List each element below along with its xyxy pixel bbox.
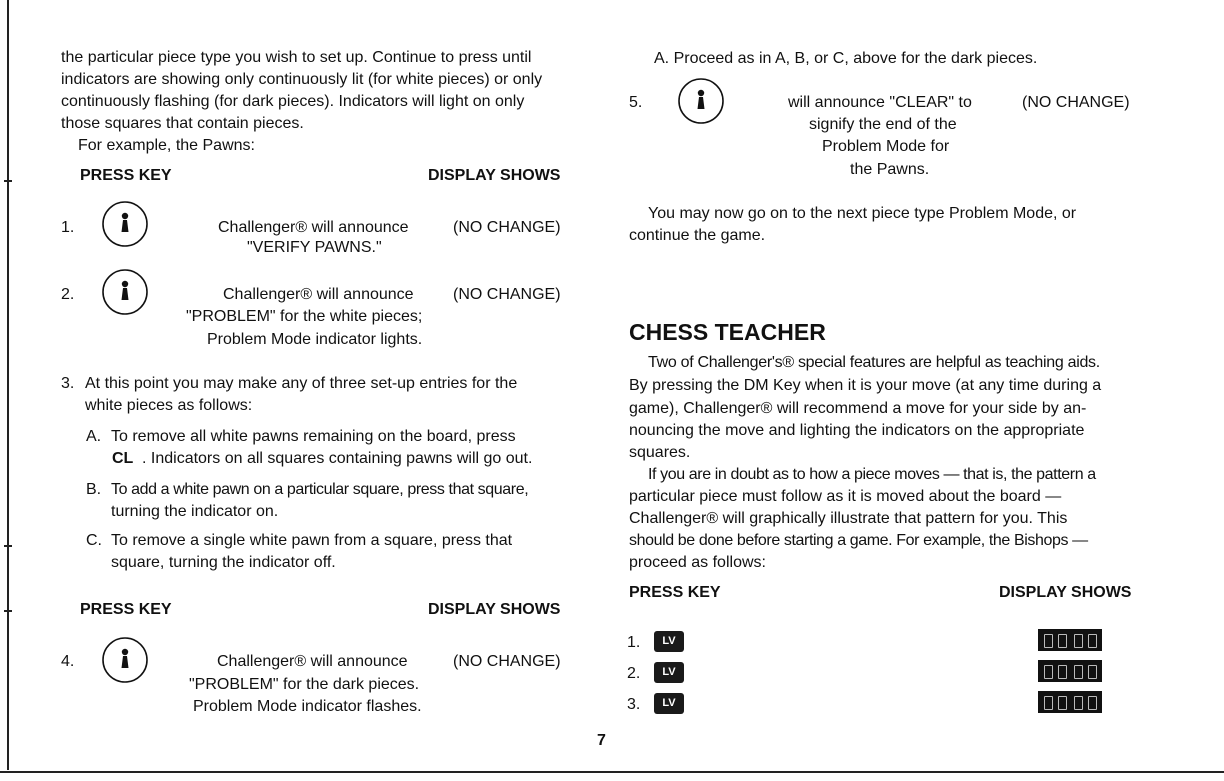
- step-number: 1.: [61, 219, 75, 236]
- option-text: turning the indicator on.: [111, 503, 279, 520]
- step-text: Challenger® will announce: [218, 219, 409, 236]
- clear-key-label: CL: [112, 450, 134, 467]
- option-text: square, turning the indicator off.: [111, 554, 336, 571]
- margin-tick: [4, 610, 12, 612]
- option-text: To remove a single white pawn from a square, press that: [111, 532, 513, 549]
- step-result: (NO CHANGE): [453, 219, 561, 236]
- step-number: 2.: [627, 665, 641, 682]
- step-text: Challenger® will announce: [217, 653, 408, 670]
- press-key-header: PRESS KEY: [80, 167, 172, 184]
- led-display-image: [1038, 691, 1102, 713]
- intro-line: the particular piece type you wish to set up. Continue to press until: [61, 49, 532, 66]
- step-text: the Pawns.: [850, 161, 930, 178]
- step-number: 2.: [61, 286, 75, 303]
- step-text: "VERIFY PAWNS.": [247, 239, 382, 256]
- pawn-key-icon: [101, 636, 149, 684]
- led-display-image: [1038, 629, 1102, 651]
- option-letter: B.: [86, 481, 102, 498]
- press-key-header: PRESS KEY: [80, 601, 172, 618]
- option-letter: A.: [86, 428, 102, 445]
- body-line: Challenger® will graphically illustrate that pattern for you. This: [629, 510, 1068, 527]
- step-number: 5.: [629, 94, 643, 111]
- step-number: 3.: [627, 696, 641, 713]
- body-line: nouncing the move and lighting the indicators on the appropriate: [629, 422, 1085, 439]
- step-result: (NO CHANGE): [453, 286, 561, 303]
- display-shows-header: DISPLAY SHOWS: [428, 167, 561, 184]
- body-line: By pressing the DM Key when it is your move (at any time during a: [629, 377, 1102, 394]
- intro-line: those squares that contain pieces.: [61, 115, 304, 132]
- intro-line: For example, the Pawns:: [78, 137, 255, 154]
- option-text: . Indicators on all squares containing pawns will go out.: [142, 450, 533, 467]
- step-number: 1.: [627, 634, 641, 651]
- pawn-key-icon: [101, 200, 149, 248]
- page-number: 7: [597, 732, 606, 749]
- step-number: 3.: [61, 375, 75, 392]
- intro-line: continuously flashing (for dark pieces). Indicators will light on only: [61, 93, 525, 110]
- step-text: Challenger® will announce: [223, 286, 414, 303]
- option-text: To add a white pawn on a particular square, press that square,: [111, 481, 529, 498]
- step-result: (NO CHANGE): [1022, 94, 1130, 111]
- body-line: proceed as follows:: [629, 554, 766, 571]
- display-shows-header: DISPLAY SHOWS: [428, 601, 561, 618]
- step-text: "PROBLEM" for the white pieces;: [186, 308, 423, 325]
- display-shows-header: DISPLAY SHOWS: [999, 584, 1132, 601]
- intro-line: indicators are showing only continuously lit (for white pieces) or only: [61, 71, 543, 88]
- margin-tick: [4, 545, 12, 547]
- page-bottom-edge: [0, 771, 1224, 773]
- step-text: Problem Mode indicator flashes.: [193, 698, 422, 715]
- press-key-header: PRESS KEY: [629, 584, 721, 601]
- option-text: To remove all white pawns remaining on the board, press: [111, 428, 516, 445]
- step-number: 4.: [61, 653, 75, 670]
- pawn-key-icon: [677, 77, 725, 125]
- body-line: Two of Challenger's® special features are helpful as teaching aids.: [648, 354, 1100, 371]
- margin-tick: [4, 180, 12, 182]
- step-text: white pieces as follows:: [85, 397, 253, 414]
- pawn-key-icon: [101, 268, 149, 316]
- option-letter: C.: [86, 532, 102, 549]
- body-line: squares.: [629, 444, 691, 461]
- step-text: Problem Mode for: [822, 138, 950, 155]
- lv-key-icon: LV: [654, 662, 684, 683]
- body-line: game), Challenger® will recommend a move for your side by an-: [629, 400, 1087, 417]
- lv-key-icon: LV: [654, 631, 684, 652]
- step-text: will announce "CLEAR" to: [788, 94, 972, 111]
- step-result: (NO CHANGE): [453, 653, 561, 670]
- body-line: should be done before starting a game. For example, the Bishops —: [629, 532, 1088, 549]
- section-heading: CHESS TEACHER: [629, 319, 826, 345]
- proceed-line: A. Proceed as in A, B, or C, above for the dark pieces.: [654, 50, 1038, 67]
- body-line: If you are in doubt as to how a piece moves — that is, the pattern a: [648, 466, 1096, 483]
- step-text: "PROBLEM" for the dark pieces.: [189, 676, 420, 693]
- next-line: You may now go on to the next piece type Problem Mode, or: [648, 205, 1077, 222]
- step-text: signify the end of the: [809, 116, 957, 133]
- lv-key-icon: LV: [654, 693, 684, 714]
- step-text: Problem Mode indicator lights.: [207, 331, 423, 348]
- body-line: particular piece must follow as it is moved about the board —: [629, 488, 1062, 505]
- page-binding-edge: [7, 0, 9, 770]
- step-text: At this point you may make any of three set-up entries for the: [85, 375, 518, 392]
- led-display-image: [1038, 660, 1102, 682]
- next-line: continue the game.: [629, 227, 766, 244]
